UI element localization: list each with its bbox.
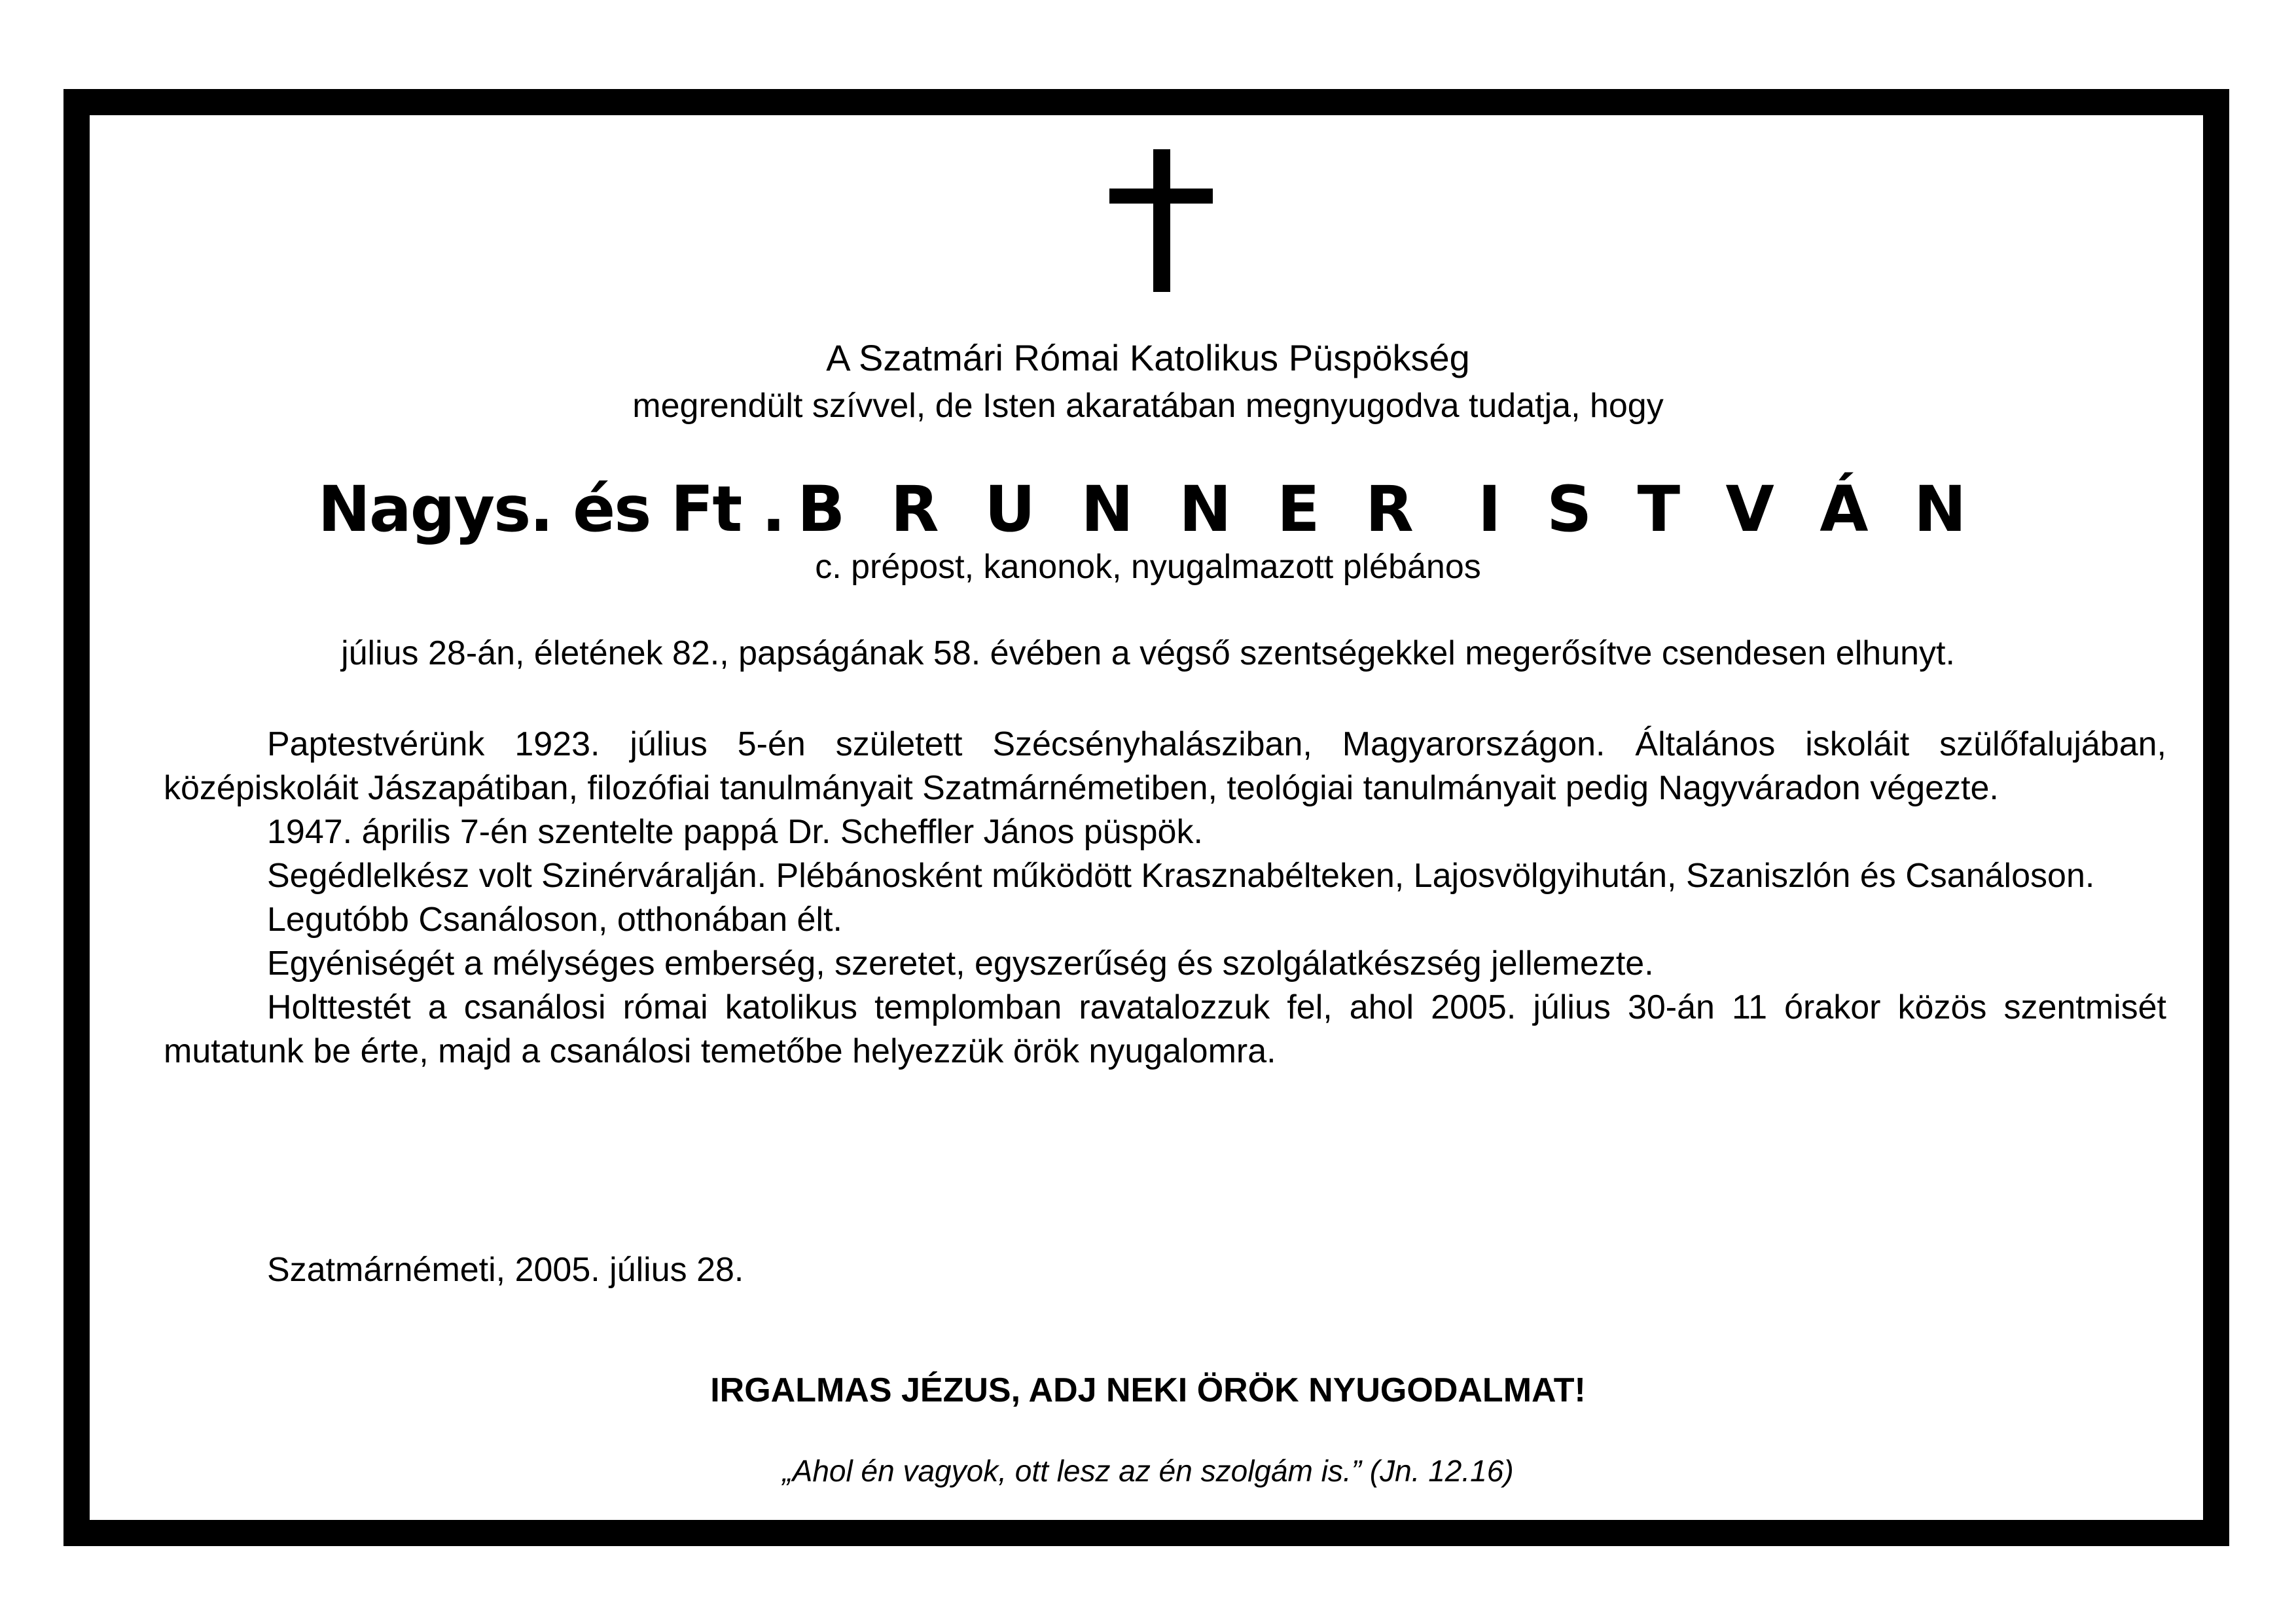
- deceased-name: [0, 470, 2296, 549]
- issuer-name: A Szatmári Római Katolikus Püspökség: [826, 337, 1470, 378]
- intro-text: megrendült szívvel, de Isten akaratában megnyugodva tudatja, hogy: [632, 387, 1664, 425]
- bio-paragraph: Legutóbb Csanáloson, otthonában élt.: [267, 901, 842, 939]
- death-announcement: július 28-án, életének 82., papságának 58. évében a végső szentségekkel megerősítve csendesen elhunyt.: [341, 634, 1955, 672]
- bio-paragraph: 1947. április 7-én szentelte pappá Dr. Scheffler János püspök.: [267, 813, 1203, 851]
- cross-vertical-bar: [1153, 149, 1170, 292]
- deceased-title: Nagys. és Ft .: [317, 473, 785, 546]
- deceased-position: c. prépost, kanonok, nyugalmazott plébános: [815, 548, 1481, 586]
- deceased-given-name: I S T V Á N: [1477, 473, 1979, 546]
- bio-paragraph: Paptestvérünk 1923. július 5-én született Szécsényhalásziban, Magyarországon. Általános iskoláit szülőfalujában, középiskoláit Jászapátiban, filozófiai tanulmányait Szatmárnémetiben, teológiai tanulmányait pedig Nagyváradon végezte.: [164, 725, 2166, 807]
- scripture-quote: „Ahol én vagyok, ott lesz az én szolgám is.” (Jn. 12.16): [782, 1454, 1514, 1488]
- bio-paragraph: Segédlelkész volt Szinérváralján. Plébánosként működött Krasznabélteken, Lajosvölgyihután, Szaniszlón és Csanáloson.: [267, 857, 2095, 895]
- cross-horizontal-bar: [1109, 189, 1213, 204]
- place-and-date: Szatmárnémeti, 2005. július 28.: [267, 1251, 744, 1289]
- bio-paragraph: Holttestét a csanálosi római katolikus templomban ravatalozzuk fel, ahol 2005. július 30-án 11 órakor közös szentmisét mutatunk be érte, majd a csanálosi temetőbe helyezzük örök nyugalomra.: [164, 988, 2166, 1070]
- closing-prayer: IRGALMAS JÉZUS, ADJ NEKI ÖRÖK NYUGODALMAT!: [710, 1371, 1586, 1409]
- deceased-surname: B R U N N E R: [797, 473, 1426, 546]
- cross-icon: [1109, 149, 1213, 292]
- bio-paragraph: Egyéniségét a mélységes emberség, szeretet, egyszerűség és szolgálatkészség jellemezte.: [267, 945, 1654, 983]
- biography: [164, 723, 2166, 1074]
